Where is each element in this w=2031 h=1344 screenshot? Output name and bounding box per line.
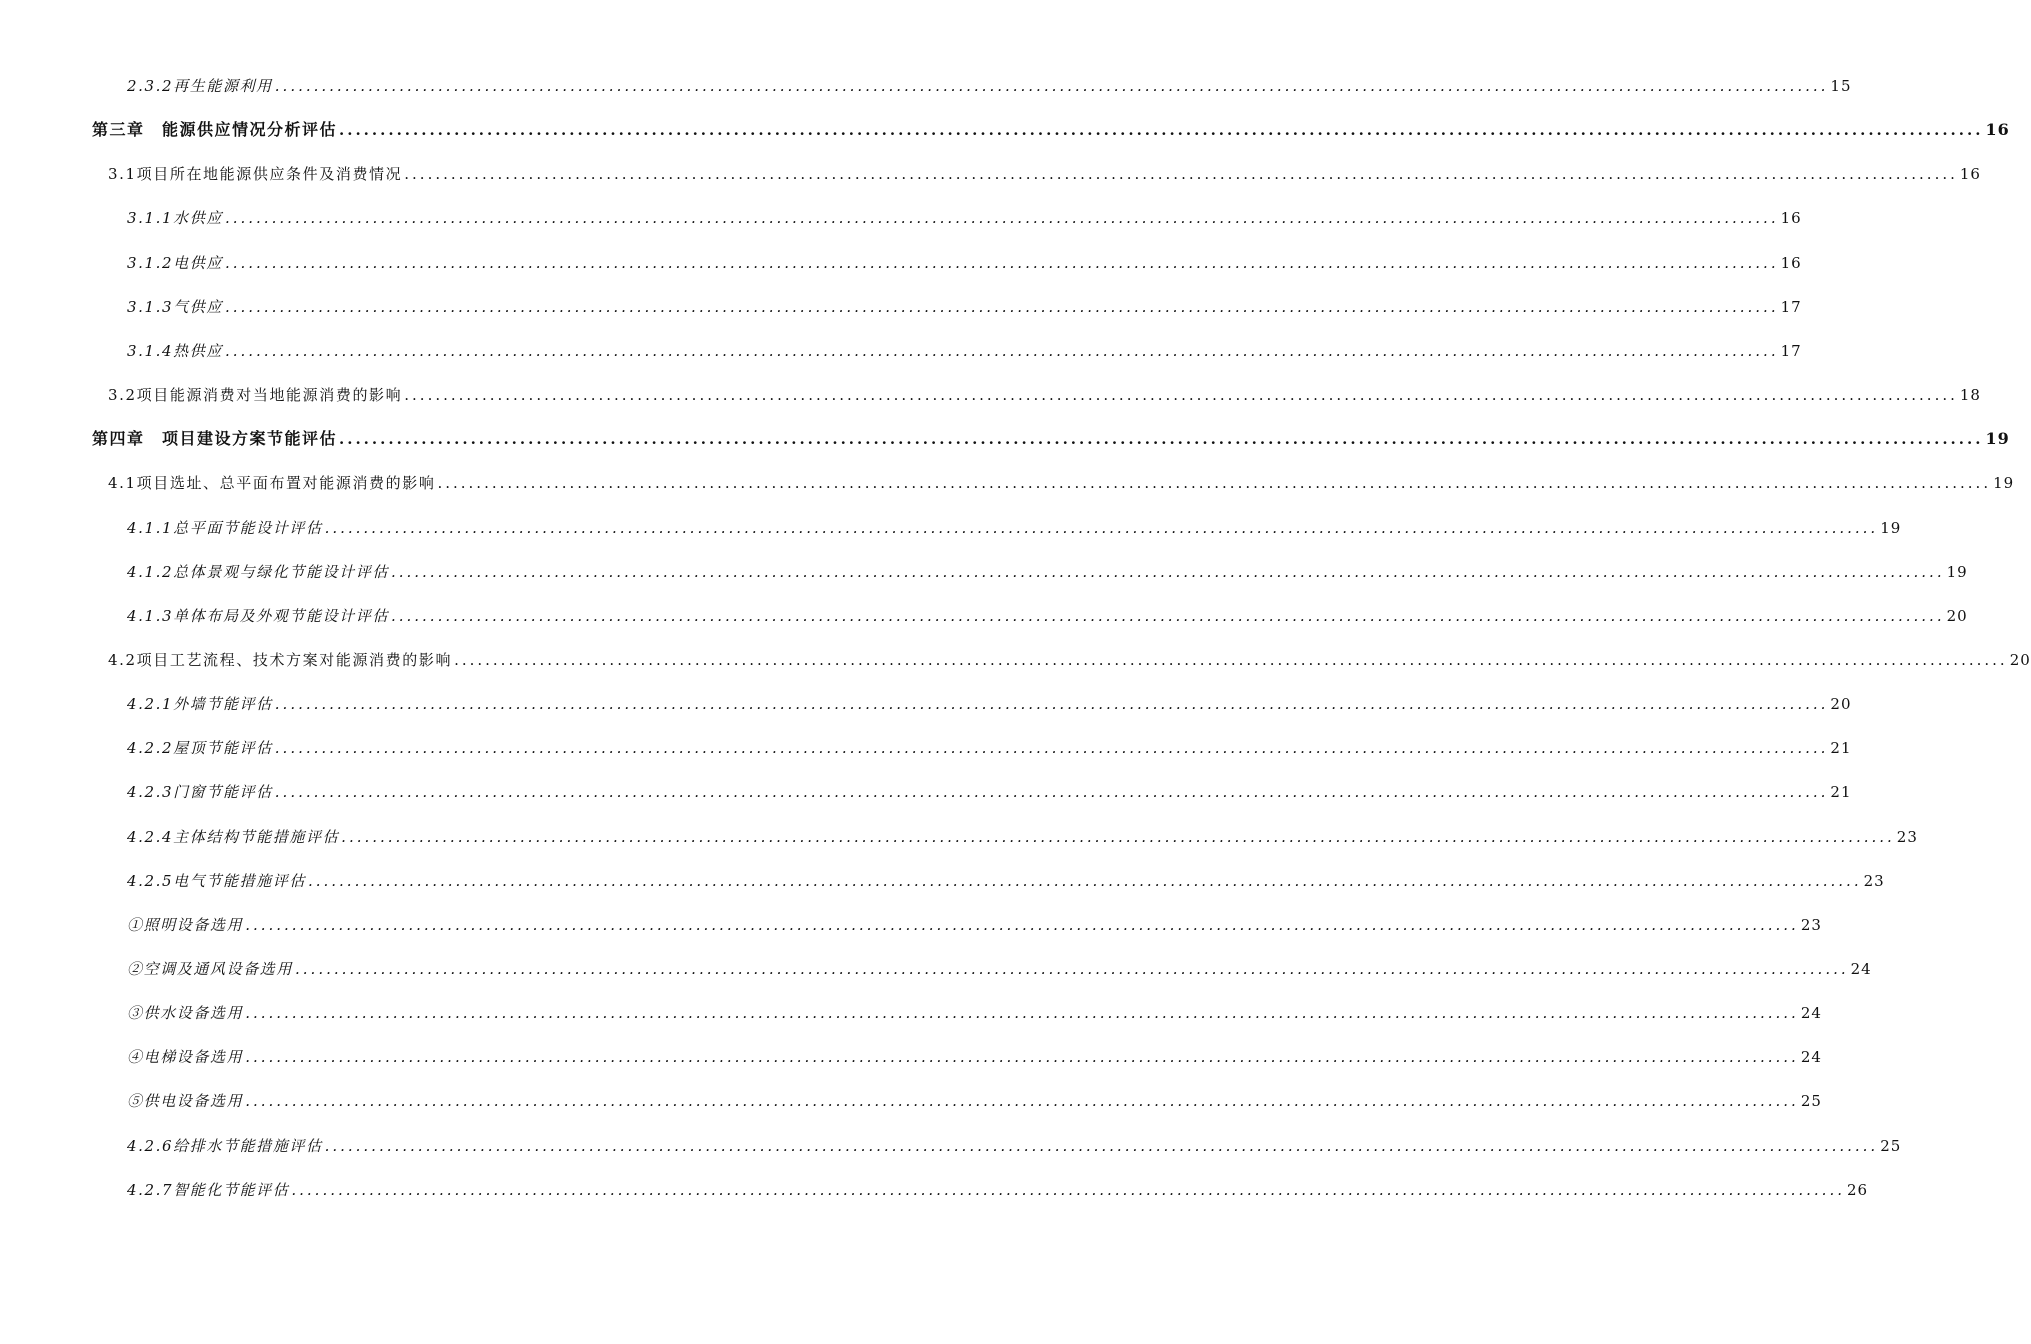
toc-entry[interactable] <box>127 957 1872 981</box>
toc-entry-title: 4.1项目选址、总平面布置对能源消费的影响 <box>108 474 436 493</box>
toc-dot-leader: ........................................................................................................................................................................................................ <box>245 915 1799 934</box>
toc-entry[interactable] <box>127 1134 1902 1158</box>
toc-page-number: 16 <box>1959 165 1981 184</box>
toc-dot-leader: ........................................................................................................................................................................................................ <box>295 960 1849 978</box>
toc-entry-title: 4.1.2总体景观与绿化节能设计评估 <box>127 562 389 581</box>
toc-page-number: 26 <box>1847 1180 1869 1199</box>
toc-dot-leader: ........................................................................................................................................................................................................ <box>454 650 2008 669</box>
toc-dot-leader: ........................................................................................................................................................................................................ <box>224 297 1779 316</box>
toc-entry[interactable] <box>127 1178 1869 1202</box>
toc-entry-title: 3.1.1水供应 <box>127 209 223 228</box>
toc-entry-title: 2.3.2再生能源利用 <box>127 77 273 95</box>
toc-entry-title: 3.2项目能源消费对当地能源消费的影响 <box>108 386 403 405</box>
toc-dot-leader: ........................................................................................................................................................................................................ <box>245 1004 1799 1023</box>
toc-page-number: 20 <box>1830 695 1852 714</box>
toc-entry-title: 3.1.3气供应 <box>127 297 223 316</box>
toc-dot-leader: ........................................................................................................................................................................................................ <box>404 386 1958 405</box>
toc-page-number: 19 <box>1993 474 2015 493</box>
toc-dot-leader: ........................................................................................................................................................................................................ <box>324 518 1879 537</box>
toc-page-number: 23 <box>1896 827 1918 846</box>
toc-entry-title: 4.2.6给排水节能措施评估 <box>127 1136 323 1155</box>
toc-dot-leader: ........................................................................................................................................................................................................ <box>245 1092 1799 1111</box>
toc-entry[interactable] <box>127 295 1802 319</box>
toc-entry-title: 3.1.4热供应 <box>127 341 223 360</box>
toc-entry[interactable] <box>127 251 1802 275</box>
toc-entry-title: ③供水设备选用 <box>127 1004 244 1023</box>
toc-dot-leader: ........................................................................................................................................................................................................ <box>307 871 1862 890</box>
toc-dot-leader: ........................................................................................................................................................................................................ <box>274 783 1829 802</box>
toc-entry[interactable] <box>108 162 1981 186</box>
toc-page-number: 20 <box>1946 606 1968 625</box>
toc-page-number: 20 <box>2009 650 2031 669</box>
toc-page-number: 23 <box>1863 871 1885 890</box>
toc-page-number: 19 <box>1946 562 1968 581</box>
toc-entry-title: ⑤供电设备选用 <box>127 1092 244 1111</box>
toc-entry[interactable] <box>127 1001 1822 1025</box>
toc-entry[interactable] <box>127 74 1852 98</box>
toc-dot-leader: ........................................................................................................................................................................................................ <box>437 474 1992 493</box>
toc-page-number: 24 <box>1800 1048 1822 1067</box>
toc-dot-leader: ........................................................................................................................................................................................................ <box>404 165 1958 184</box>
toc-page-number: 25 <box>1880 1136 1902 1155</box>
toc-page-number: 19 <box>1985 429 2010 449</box>
toc-page-number: 24 <box>1800 1004 1822 1023</box>
toc-page-number: 25 <box>1800 1092 1822 1111</box>
toc-entry[interactable] <box>127 1045 1822 1069</box>
toc-entry-title: 4.2.1外墙节能评估 <box>127 695 273 714</box>
toc-entry-title: ④电梯设备选用 <box>127 1048 244 1067</box>
toc-entry[interactable] <box>127 1089 1822 1113</box>
toc-page-number: 24 <box>1850 960 1872 978</box>
toc-entry-title: 第四章 项目建设方案节能评估 <box>92 429 338 449</box>
toc-entry-title: 4.2项目工艺流程、技术方案对能源消费的影响 <box>108 650 453 669</box>
toc-page-number: 21 <box>1830 739 1852 758</box>
toc-page-number: 17 <box>1780 341 1802 360</box>
toc-page-number: 18 <box>1959 386 1981 405</box>
toc-dot-leader: ........................................................................................................................................................................................................ <box>224 209 1779 228</box>
toc-page-number: 15 <box>1830 77 1852 95</box>
toc-dot-leader: ........................................................................................................................................................................................................ <box>390 606 1945 625</box>
toc-entry-title: ①照明设备选用 <box>127 915 244 934</box>
toc-dot-leader: ........................................................................................................................................................................................................ <box>224 253 1779 272</box>
toc-entry[interactable] <box>108 471 2015 495</box>
toc-entry[interactable] <box>127 736 1852 760</box>
toc-page-number: 23 <box>1800 915 1822 934</box>
toc-entry[interactable] <box>127 339 1802 363</box>
toc-entry[interactable] <box>108 648 2031 672</box>
toc-entry[interactable] <box>127 516 1902 540</box>
toc-entry[interactable] <box>92 427 2010 451</box>
toc-dot-leader: ........................................................................................................................................................................................................ <box>274 739 1829 758</box>
toc-entry-title: 4.1.3单体布局及外观节能设计评估 <box>127 606 389 625</box>
toc-dot-leader: ........................................................................................................................................................................................................ <box>291 1180 1845 1199</box>
toc-dot-leader: ........................................................................................................................................................................................................ <box>224 341 1779 360</box>
toc-page-number: 17 <box>1780 297 1802 316</box>
toc-entry[interactable] <box>127 869 1885 893</box>
toc-entry[interactable] <box>127 825 1918 849</box>
toc-entry-title: 4.2.3门窗节能评估 <box>127 783 273 802</box>
toc-entry[interactable] <box>108 383 1981 407</box>
toc-dot-leader: ........................................................................................................................................................................................................ <box>339 430 1984 449</box>
toc-entry[interactable] <box>127 780 1852 804</box>
toc-entry-title: 3.1项目所在地能源供应条件及消费情况 <box>108 165 403 184</box>
toc-entry-title: 第三章 能源供应情况分析评估 <box>92 120 338 140</box>
toc-entry-title: 3.1.2电供应 <box>127 253 223 272</box>
toc-dot-leader: ........................................................................................................................................................................................................ <box>390 562 1945 581</box>
toc-page-number: 21 <box>1830 783 1852 802</box>
toc-dot-leader: ........................................................................................................................................................................................................ <box>274 77 1829 95</box>
toc-page-number: 16 <box>1985 120 2010 140</box>
toc-entry[interactable] <box>92 118 2010 142</box>
toc-entry[interactable] <box>127 604 1968 628</box>
toc-entry[interactable] <box>127 206 1802 230</box>
toc-entry-title: ②空调及通风设备选用 <box>127 960 294 978</box>
toc-entry[interactable] <box>127 560 1968 584</box>
toc-entry-title: 4.1.1总平面节能设计评估 <box>127 518 323 537</box>
toc-dot-leader: ........................................................................................................................................................................................................ <box>274 695 1829 714</box>
toc-entry-title: 4.2.5电气节能措施评估 <box>127 871 306 890</box>
toc-page-number: 19 <box>1880 518 1902 537</box>
toc-page-number: 16 <box>1780 253 1802 272</box>
toc-entry[interactable] <box>127 913 1822 937</box>
toc-entry-title: 4.2.7智能化节能评估 <box>127 1180 290 1199</box>
toc-page-number: 16 <box>1780 209 1802 228</box>
toc-entry[interactable] <box>127 692 1852 716</box>
toc-dot-leader: ........................................................................................................................................................................................................ <box>339 121 1984 140</box>
toc-dot-leader: ........................................................................................................................................................................................................ <box>324 1136 1879 1155</box>
toc-dot-leader: ........................................................................................................................................................................................................ <box>341 827 1895 846</box>
toc-entry-title: 4.2.2屋顶节能评估 <box>127 739 273 758</box>
toc-entry-title: 4.2.4主体结构节能措施评估 <box>127 827 340 846</box>
toc-dot-leader: ........................................................................................................................................................................................................ <box>245 1048 1799 1067</box>
